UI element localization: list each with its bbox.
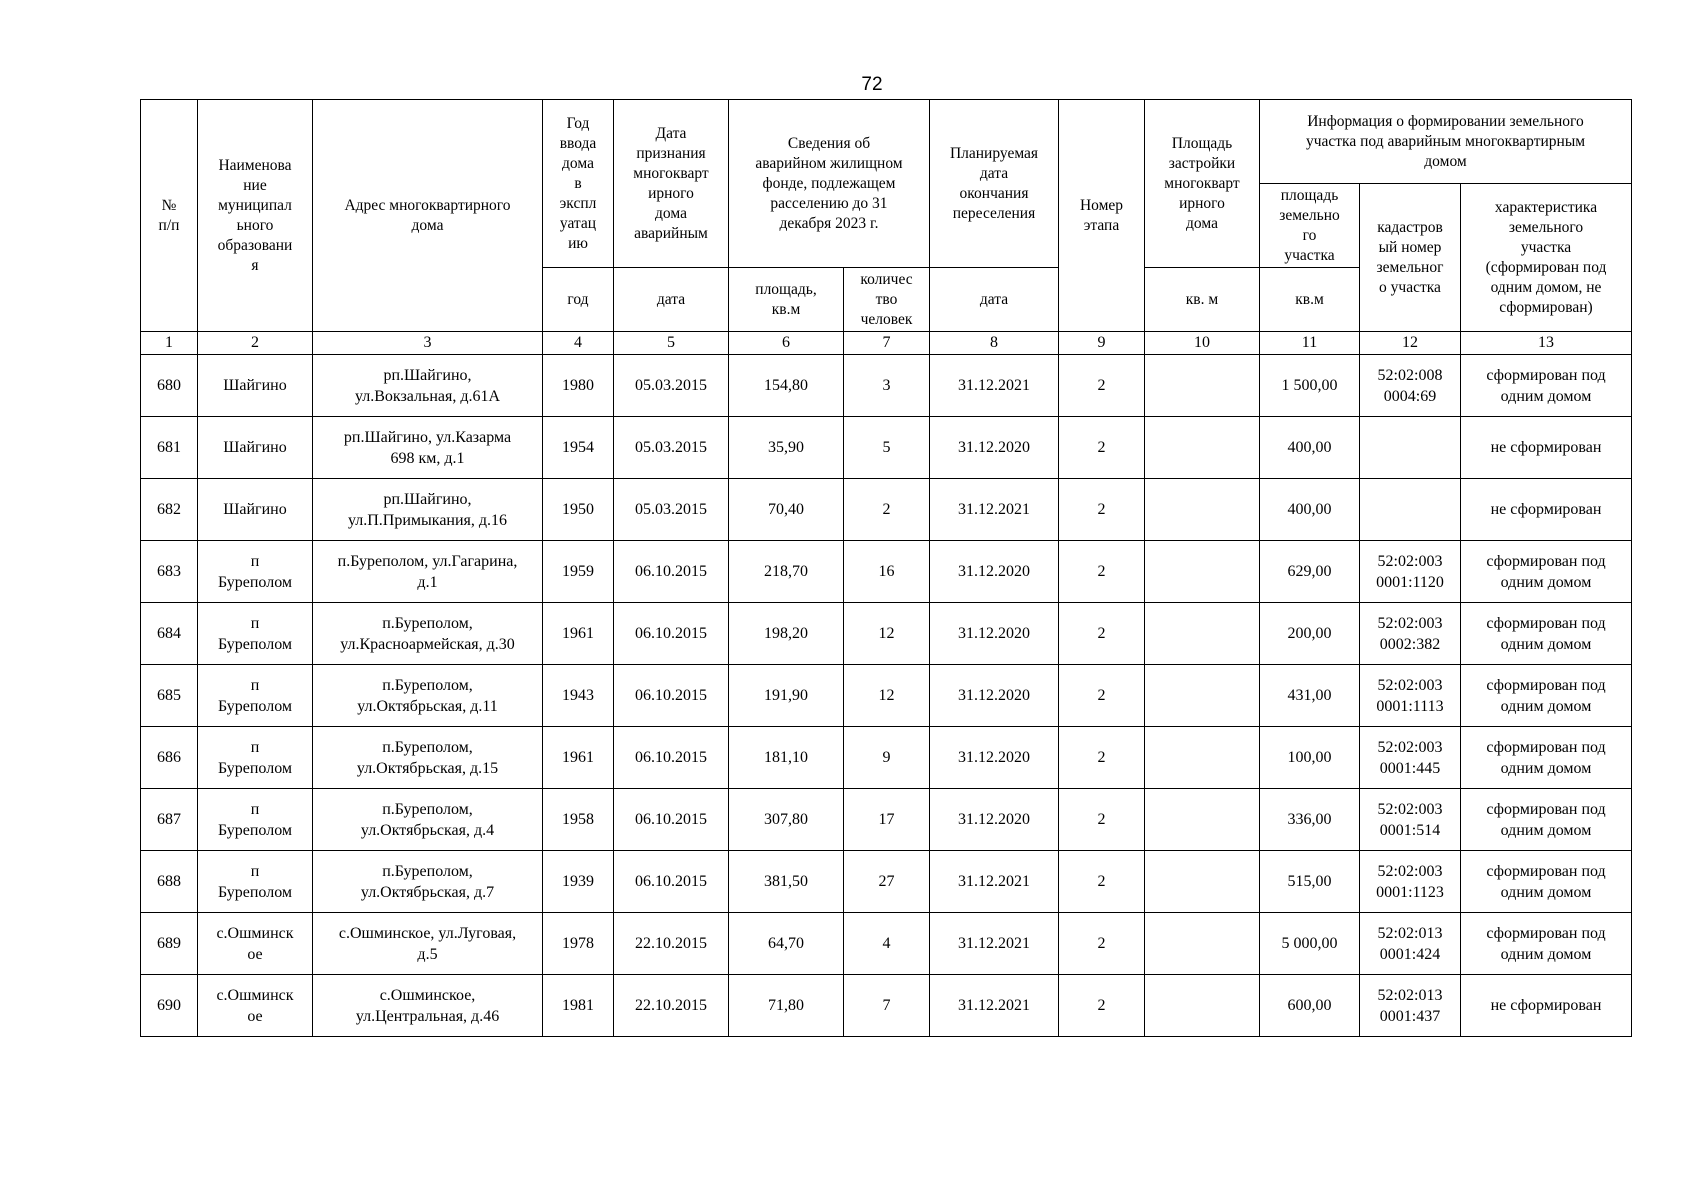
- cell-municipality: Шайгино: [198, 355, 313, 417]
- cell-area: 218,70: [729, 541, 844, 603]
- cell-emergency-date: 05.03.2015: [614, 417, 729, 479]
- cell-area: 307,80: [729, 789, 844, 851]
- cell-people-count: 12: [844, 665, 930, 727]
- cell-planned-date: 31.12.2020: [930, 417, 1059, 479]
- cell-people-count: 7: [844, 975, 930, 1037]
- cell-year-built: 1981: [543, 975, 614, 1037]
- column-number: 9: [1059, 332, 1145, 355]
- cell-stage: 2: [1059, 417, 1145, 479]
- cell-plot-characteristic: сформирован под одним домом: [1461, 603, 1632, 665]
- cell-stage: 2: [1059, 665, 1145, 727]
- table-row: [141, 789, 1632, 851]
- cell-people-count: 16: [844, 541, 930, 603]
- unit-planned-date: дата: [930, 268, 1059, 332]
- cell-municipality: с.Ошминск ое: [198, 913, 313, 975]
- cell-year-built: 1959: [543, 541, 614, 603]
- unit-plot-sqm: кв.м: [1260, 268, 1360, 332]
- cell-cadastral-number: 52:02:003 0001:514: [1360, 789, 1461, 851]
- cell-plot-area: 100,00: [1260, 727, 1360, 789]
- cell-municipality: п Буреполом: [198, 727, 313, 789]
- header-emergency-date: Дата признания многокварт ирного дома аварийным: [614, 100, 729, 268]
- cell-plot-characteristic: сформирован под одним домом: [1461, 727, 1632, 789]
- cell-building-area: [1145, 975, 1260, 1037]
- cell-row-number: 687: [141, 789, 198, 851]
- cell-plot-area: 1 500,00: [1260, 355, 1360, 417]
- cell-row-number: 682: [141, 479, 198, 541]
- column-number: 13: [1461, 332, 1632, 355]
- cell-stage: 2: [1059, 913, 1145, 975]
- column-number: 1: [141, 332, 198, 355]
- cell-emergency-date: 06.10.2015: [614, 727, 729, 789]
- header-plot-characteristic: характеристика земельного участка (сформирован под одним домом, не сформирован): [1461, 184, 1632, 332]
- cell-cadastral-number: 52:02:008 0004:69: [1360, 355, 1461, 417]
- cell-row-number: 681: [141, 417, 198, 479]
- table-row: [141, 665, 1632, 727]
- cell-people-count: 17: [844, 789, 930, 851]
- cell-plot-characteristic: сформирован под одним домом: [1461, 355, 1632, 417]
- cell-row-number: 684: [141, 603, 198, 665]
- cell-emergency-date: 05.03.2015: [614, 355, 729, 417]
- cell-cadastral-number: 52:02:013 0001:437: [1360, 975, 1461, 1037]
- cell-plot-area: 5 000,00: [1260, 913, 1360, 975]
- cell-row-number: 685: [141, 665, 198, 727]
- column-number: 5: [614, 332, 729, 355]
- cell-cadastral-number: [1360, 417, 1461, 479]
- cell-year-built: 1958: [543, 789, 614, 851]
- cell-municipality: п Буреполом: [198, 789, 313, 851]
- cell-building-area: [1145, 913, 1260, 975]
- column-number: 3: [313, 332, 543, 355]
- cell-address: рп.Шайгино, ул.Вокзальная, д.61А: [313, 355, 543, 417]
- cell-plot-area: 600,00: [1260, 975, 1360, 1037]
- cell-stage: 2: [1059, 603, 1145, 665]
- cell-plot-characteristic: сформирован под одним домом: [1461, 913, 1632, 975]
- table-row: [141, 603, 1632, 665]
- header-address: Адрес многоквартирного дома: [313, 100, 543, 332]
- cell-year-built: 1943: [543, 665, 614, 727]
- cell-municipality: п Буреполом: [198, 665, 313, 727]
- cell-planned-date: 31.12.2020: [930, 603, 1059, 665]
- column-number: 11: [1260, 332, 1360, 355]
- cell-municipality: Шайгино: [198, 417, 313, 479]
- cell-address: рп.Шайгино, ул.Казарма 698 км, д.1: [313, 417, 543, 479]
- cell-planned-date: 31.12.2021: [930, 913, 1059, 975]
- cell-plot-area: 400,00: [1260, 417, 1360, 479]
- cell-stage: 2: [1059, 479, 1145, 541]
- cell-year-built: 1978: [543, 913, 614, 975]
- header-planned-date: Планируемая дата окончания переселения: [930, 100, 1059, 268]
- cell-stage: 2: [1059, 975, 1145, 1037]
- column-number: 6: [729, 332, 844, 355]
- cell-people-count: 9: [844, 727, 930, 789]
- column-number-row: [141, 332, 1632, 355]
- cell-planned-date: 31.12.2020: [930, 727, 1059, 789]
- cell-building-area: [1145, 603, 1260, 665]
- cell-building-area: [1145, 355, 1260, 417]
- cell-area: 198,20: [729, 603, 844, 665]
- cell-plot-area: 200,00: [1260, 603, 1360, 665]
- cell-planned-date: 31.12.2020: [930, 665, 1059, 727]
- cell-stage: 2: [1059, 541, 1145, 603]
- cell-planned-date: 31.12.2021: [930, 851, 1059, 913]
- cell-cadastral-number: 52:02:003 0001:445: [1360, 727, 1461, 789]
- cell-building-area: [1145, 541, 1260, 603]
- cell-cadastral-number: [1360, 479, 1461, 541]
- cell-plot-area: 400,00: [1260, 479, 1360, 541]
- header-municipality: Наименова ние муниципал ьного образовани я: [198, 100, 313, 332]
- cell-address: п.Буреполом, ул.Октябрьская, д.7: [313, 851, 543, 913]
- cell-address: с.Ошминское, ул.Луговая, д.5: [313, 913, 543, 975]
- header-row-number: № п/п: [141, 100, 198, 332]
- table-row: [141, 541, 1632, 603]
- cell-building-area: [1145, 789, 1260, 851]
- column-number: 2: [198, 332, 313, 355]
- cell-planned-date: 31.12.2021: [930, 355, 1059, 417]
- column-number: 12: [1360, 332, 1461, 355]
- column-number: 7: [844, 332, 930, 355]
- column-number: 8: [930, 332, 1059, 355]
- cell-emergency-date: 05.03.2015: [614, 479, 729, 541]
- cell-plot-characteristic: сформирован под одним домом: [1461, 541, 1632, 603]
- cell-plot-characteristic: сформирован под одним домом: [1461, 665, 1632, 727]
- cell-plot-characteristic: не сформирован: [1461, 479, 1632, 541]
- cell-area: 35,90: [729, 417, 844, 479]
- cell-cadastral-number: 52:02:003 0002:382: [1360, 603, 1461, 665]
- cell-plot-characteristic: не сформирован: [1461, 417, 1632, 479]
- cell-people-count: 12: [844, 603, 930, 665]
- table-row: [141, 913, 1632, 975]
- table-row: [141, 851, 1632, 913]
- cell-planned-date: 31.12.2021: [930, 975, 1059, 1037]
- cell-address: п.Буреполом, ул.Гагарина, д.1: [313, 541, 543, 603]
- cell-row-number: 680: [141, 355, 198, 417]
- unit-people-count: количес тво человек: [844, 268, 930, 332]
- cell-cadastral-number: 52:02:003 0001:1113: [1360, 665, 1461, 727]
- cell-building-area: [1145, 665, 1260, 727]
- unit-area: площадь, кв.м: [729, 268, 844, 332]
- cell-municipality: п Буреполом: [198, 603, 313, 665]
- header-building-area: Площадь застройки многокварт ирного дома: [1145, 100, 1260, 268]
- cell-year-built: 1954: [543, 417, 614, 479]
- cell-building-area: [1145, 417, 1260, 479]
- table-row: [141, 727, 1632, 789]
- emergency-housing-table: [140, 99, 1632, 1037]
- cell-plot-characteristic: сформирован под одним домом: [1461, 851, 1632, 913]
- cell-stage: 2: [1059, 727, 1145, 789]
- unit-year: год: [543, 268, 614, 332]
- cell-stage: 2: [1059, 355, 1145, 417]
- cell-address: с.Ошминское, ул.Центральная, д.46: [313, 975, 543, 1037]
- cell-people-count: 27: [844, 851, 930, 913]
- cell-area: 191,90: [729, 665, 844, 727]
- cell-year-built: 1961: [543, 603, 614, 665]
- header-housing-info: Сведения об аварийном жилищном фонде, подлежащем расселению до 31 декабря 2023 г.: [729, 100, 930, 268]
- cell-plot-characteristic: сформирован под одним домом: [1461, 789, 1632, 851]
- cell-year-built: 1939: [543, 851, 614, 913]
- cell-row-number: 683: [141, 541, 198, 603]
- header-year-built: Год ввода дома в экспл уатац ию: [543, 100, 614, 268]
- cell-row-number: 686: [141, 727, 198, 789]
- cell-address: п.Буреполом, ул.Красноармейская, д.30: [313, 603, 543, 665]
- cell-plot-area: 629,00: [1260, 541, 1360, 603]
- cell-cadastral-number: 52:02:013 0001:424: [1360, 913, 1461, 975]
- cell-row-number: 690: [141, 975, 198, 1037]
- cell-building-area: [1145, 479, 1260, 541]
- page-number: 72: [861, 74, 883, 95]
- cell-area: 64,70: [729, 913, 844, 975]
- cell-row-number: 689: [141, 913, 198, 975]
- unit-building-sqm: кв. м: [1145, 268, 1260, 332]
- column-number: 4: [543, 332, 614, 355]
- cell-planned-date: 31.12.2021: [930, 479, 1059, 541]
- cell-plot-area: 336,00: [1260, 789, 1360, 851]
- cell-cadastral-number: 52:02:003 0001:1123: [1360, 851, 1461, 913]
- cell-year-built: 1961: [543, 727, 614, 789]
- cell-emergency-date: 06.10.2015: [614, 851, 729, 913]
- cell-year-built: 1950: [543, 479, 614, 541]
- cell-area: 154,80: [729, 355, 844, 417]
- cell-address: п.Буреполом, ул.Октябрьская, д.15: [313, 727, 543, 789]
- header-stage: Номер этапа: [1059, 100, 1145, 332]
- cell-plot-characteristic: не сформирован: [1461, 975, 1632, 1037]
- cell-emergency-date: 06.10.2015: [614, 789, 729, 851]
- cell-people-count: 3: [844, 355, 930, 417]
- cell-area: 71,80: [729, 975, 844, 1037]
- table-row: [141, 479, 1632, 541]
- cell-area: 181,10: [729, 727, 844, 789]
- cell-emergency-date: 06.10.2015: [614, 603, 729, 665]
- cell-row-number: 688: [141, 851, 198, 913]
- cell-address: п.Буреполом, ул.Октябрьская, д.11: [313, 665, 543, 727]
- header-plot-area: площадь земельно го участка: [1260, 184, 1360, 268]
- cell-address: п.Буреполом, ул.Октябрьская, д.4: [313, 789, 543, 851]
- cell-people-count: 2: [844, 479, 930, 541]
- table-row: [141, 975, 1632, 1037]
- cell-emergency-date: 06.10.2015: [614, 541, 729, 603]
- table-row: [141, 355, 1632, 417]
- cell-municipality: Шайгино: [198, 479, 313, 541]
- cell-building-area: [1145, 851, 1260, 913]
- cell-building-area: [1145, 727, 1260, 789]
- cell-emergency-date: 06.10.2015: [614, 665, 729, 727]
- cell-municipality: п Буреполом: [198, 851, 313, 913]
- cell-people-count: 4: [844, 913, 930, 975]
- cell-address: рп.Шайгино, ул.П.Примыкания, д.16: [313, 479, 543, 541]
- cell-planned-date: 31.12.2020: [930, 789, 1059, 851]
- table-body: [141, 332, 1632, 1037]
- cell-people-count: 5: [844, 417, 930, 479]
- cell-stage: 2: [1059, 789, 1145, 851]
- cell-area: 70,40: [729, 479, 844, 541]
- cell-stage: 2: [1059, 851, 1145, 913]
- cell-planned-date: 31.12.2020: [930, 541, 1059, 603]
- header-land-plot-info: Информация о формировании земельного участка под аварийным многоквартирным домом: [1260, 100, 1632, 184]
- cell-year-built: 1980: [543, 355, 614, 417]
- unit-date: дата: [614, 268, 729, 332]
- cell-area: 381,50: [729, 851, 844, 913]
- cell-plot-area: 431,00: [1260, 665, 1360, 727]
- table-row: [141, 417, 1632, 479]
- header-cadastral-number: кадастров ый номер земельног о участка: [1360, 184, 1461, 332]
- cell-emergency-date: 22.10.2015: [614, 975, 729, 1037]
- cell-plot-area: 515,00: [1260, 851, 1360, 913]
- cell-emergency-date: 22.10.2015: [614, 913, 729, 975]
- column-number: 10: [1145, 332, 1260, 355]
- cell-cadastral-number: 52:02:003 0001:1120: [1360, 541, 1461, 603]
- cell-municipality: п Буреполом: [198, 541, 313, 603]
- cell-municipality: с.Ошминск ое: [198, 975, 313, 1037]
